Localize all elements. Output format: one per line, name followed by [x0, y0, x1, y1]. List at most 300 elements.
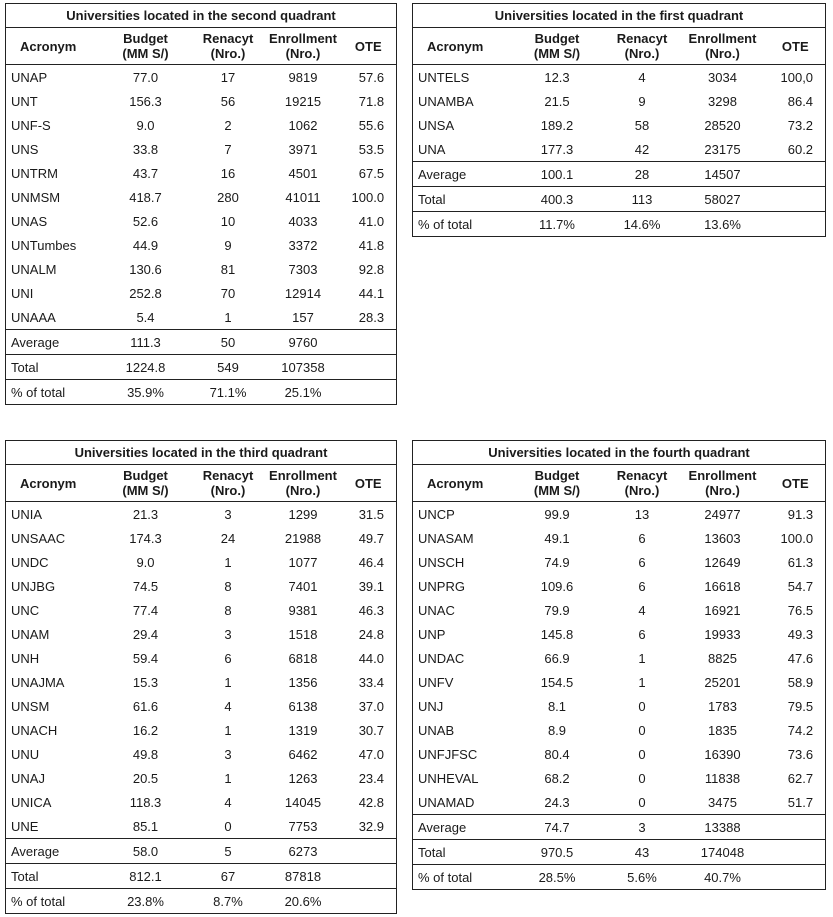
acronym-cell: UNTumbes	[11, 237, 77, 253]
renacyt-cell: 5	[191, 839, 266, 864]
ote-cell: 39.1	[358, 578, 384, 594]
renacyt-cell: 4	[224, 698, 232, 714]
renacyt-header: Renacyt (Nro.)	[191, 28, 266, 65]
budget-cell: 154.5	[540, 674, 574, 690]
acronym-cell: UNAM	[11, 626, 50, 642]
renacyt-cell: 10	[220, 213, 236, 229]
header-row	[6, 465, 397, 502]
budget-cell: 68.2	[544, 770, 570, 786]
table-row	[6, 670, 397, 694]
table-row	[413, 622, 826, 646]
enrollment-cell: 1319	[288, 722, 318, 738]
table-row	[413, 574, 826, 598]
ote-cell: 49.7	[358, 530, 384, 546]
ote-cell	[341, 380, 397, 405]
ote-cell: 100,0	[780, 69, 814, 85]
enrollment-cell: 25201	[704, 674, 741, 690]
budget-cell: 5.4	[136, 309, 155, 325]
table-row	[413, 137, 826, 162]
renacyt-cell: 9	[224, 237, 232, 253]
ote-cell: 61.3	[787, 554, 814, 570]
acronym-cell: UNSAAC	[11, 530, 66, 546]
enrollment-cell: 19215	[284, 93, 322, 109]
budget-cell: 8.1	[547, 698, 567, 714]
table-row	[6, 281, 397, 305]
budget-cell: 66.9	[544, 650, 570, 666]
enrollment-cell: 9819	[288, 69, 318, 85]
table-row	[6, 550, 397, 574]
ote-header: OTE	[341, 28, 397, 65]
table-row	[413, 718, 826, 742]
renacyt-cell: 43	[605, 840, 680, 865]
budget-cell: 80.4	[544, 746, 570, 762]
enrollment-cell: 13388	[680, 815, 766, 840]
budget-cell: 400.3	[510, 187, 605, 212]
renacyt-cell: 58	[634, 117, 650, 133]
budget-cell: 812.1	[101, 864, 191, 889]
table-row	[413, 742, 826, 766]
renacyt-cell: 0	[638, 746, 646, 762]
ote-cell	[766, 865, 826, 890]
acronym-cell: UNT	[11, 93, 38, 109]
enrollment-cell: 3298	[708, 93, 737, 109]
ote-header: OTE	[341, 465, 397, 502]
table-row	[6, 257, 397, 281]
acronym-cell: UNAS	[11, 213, 48, 229]
total-row	[413, 187, 826, 212]
renacyt-cell: 71.1%	[191, 380, 266, 405]
budget-cell: 145.8	[540, 626, 574, 642]
table-row	[6, 646, 397, 670]
ote-cell: 41.8	[358, 237, 385, 253]
table-title: Universities located in the fourth quadrant	[413, 441, 826, 465]
table-row	[6, 161, 397, 185]
acronym-cell: UNDAC	[418, 650, 465, 666]
acronym-cell: UNAMAD	[418, 794, 475, 810]
enrollment-cell: 28520	[704, 117, 741, 133]
renacyt-cell: 8.7%	[191, 889, 266, 914]
budget-cell: 28.5%	[510, 865, 605, 890]
table-row	[413, 790, 826, 815]
renacyt-cell: 6	[638, 554, 646, 570]
budget-cell: 21.5	[544, 93, 570, 109]
ote-cell: 67.5	[358, 165, 385, 181]
budget-cell: 85.1	[132, 818, 159, 834]
budget-cell: 1224.8	[101, 355, 191, 380]
ote-cell: 28.3	[358, 309, 385, 325]
enrollment-cell: 174048	[680, 840, 766, 865]
budget-cell: 252.8	[129, 285, 162, 301]
renacyt-cell: 0	[638, 794, 646, 810]
ote-cell	[766, 187, 826, 212]
enrollment-cell: 1062	[288, 117, 318, 133]
enrollment-cell: 1835	[708, 722, 737, 738]
renacyt-cell: 16	[220, 165, 236, 181]
table-row	[413, 646, 826, 670]
renacyt-cell: 3	[605, 815, 680, 840]
table-row	[6, 766, 397, 790]
enrollment-cell: 16921	[704, 602, 741, 618]
enrollment-cell: 14507	[680, 162, 766, 187]
acronym-cell: % of total	[6, 380, 101, 405]
table-row	[6, 305, 397, 330]
table-row	[6, 209, 397, 233]
acronym-cell: UNJ	[418, 698, 444, 714]
ote-cell	[341, 839, 397, 864]
ote-cell: 73.2	[787, 117, 814, 133]
budget-cell: 24.3	[544, 794, 570, 810]
table-row	[413, 670, 826, 694]
renacyt-cell: 0	[224, 818, 232, 834]
acronym-cell: UNAMBA	[418, 93, 474, 109]
budget-cell: 130.6	[129, 261, 162, 277]
table-row	[6, 598, 397, 622]
acronym-cell: UNAC	[418, 602, 455, 618]
budget-cell: 109.6	[540, 578, 574, 594]
renacyt-cell: 1	[224, 309, 232, 325]
table-row	[413, 766, 826, 790]
renacyt-cell: 3	[224, 746, 232, 762]
budget-cell: 77.4	[132, 602, 159, 618]
enrollment-cell: 13.6%	[680, 212, 766, 237]
average-row	[413, 162, 826, 187]
ote-cell: 100.0	[351, 189, 385, 205]
table-row	[6, 526, 397, 550]
table-row	[413, 89, 826, 113]
enrollment-cell: 4033	[288, 213, 318, 229]
table-row	[6, 137, 397, 161]
renacyt-cell: 6	[638, 578, 646, 594]
acronym-cell: UNFJFSC	[418, 746, 478, 762]
acronym-cell: UNS	[11, 141, 39, 157]
renacyt-cell: 13	[634, 506, 650, 522]
acronym-cell: UNICA	[11, 794, 52, 810]
acronym-cell: UNE	[11, 818, 39, 834]
ote-cell: 32.9	[358, 818, 384, 834]
renacyt-cell: 0	[638, 770, 646, 786]
table-row	[6, 742, 397, 766]
budget-cell: 33.8	[132, 141, 159, 157]
total-row	[6, 355, 397, 380]
first-quadrant-table	[412, 3, 826, 237]
budget-header: Budget (MM S/)	[101, 28, 191, 65]
acronym-header: Acronym	[6, 28, 101, 65]
enrollment-cell: 6138	[288, 698, 318, 714]
renacyt-cell: 6	[224, 650, 232, 666]
enrollment-cell: 21988	[284, 530, 322, 546]
enrollment-cell: 3034	[708, 69, 737, 85]
renacyt-cell: 280	[217, 189, 239, 205]
ote-cell: 55.6	[358, 117, 385, 133]
acronym-header: Acronym	[6, 465, 101, 502]
ote-cell	[766, 840, 826, 865]
budget-cell: 16.2	[132, 722, 159, 738]
ote-cell: 76.5	[787, 602, 814, 618]
acronym-cell: Total	[6, 864, 101, 889]
renacyt-cell: 5.6%	[605, 865, 680, 890]
budget-cell: 43.7	[132, 165, 159, 181]
acronym-cell: Total	[6, 355, 101, 380]
enrollment-cell: 9760	[266, 330, 341, 355]
third-quadrant-table	[5, 440, 397, 914]
ote-cell: 62.7	[787, 770, 814, 786]
ote-cell: 91.3	[787, 506, 814, 522]
enrollment-cell: 107358	[266, 355, 341, 380]
acronym-cell: UNAP	[11, 69, 48, 85]
enrollment-cell: 1263	[288, 770, 318, 786]
renacyt-cell: 2	[224, 117, 232, 133]
budget-cell: 59.4	[132, 650, 159, 666]
ote-cell: 33.4	[358, 674, 384, 690]
renacyt-header: Renacyt (Nro.)	[605, 465, 680, 502]
renacyt-cell: 113	[605, 187, 680, 212]
renacyt-header: Renacyt (Nro.)	[605, 28, 680, 65]
budget-cell: 35.9%	[101, 380, 191, 405]
renacyt-cell: 3	[224, 506, 232, 522]
acronym-cell: UNPRG	[418, 578, 465, 594]
acronym-cell: Total	[413, 840, 510, 865]
budget-cell: 49.1	[544, 530, 570, 546]
budget-cell: 44.9	[132, 237, 159, 253]
enrollment-cell: 13603	[704, 530, 741, 546]
total-row	[6, 864, 397, 889]
acronym-cell: UNAB	[418, 722, 455, 738]
enrollment-cell: 7303	[288, 261, 318, 277]
enrollment-cell: 9381	[288, 602, 318, 618]
header-row	[6, 28, 397, 65]
ote-cell	[341, 864, 397, 889]
acronym-cell: UNTELS	[418, 69, 470, 85]
budget-cell: 77.0	[132, 69, 159, 85]
renacyt-cell: 4	[224, 794, 232, 810]
renacyt-header: Renacyt (Nro.)	[191, 465, 266, 502]
table-title: Universities located in the second quadrant	[6, 4, 397, 28]
renacyt-cell: 4	[638, 602, 646, 618]
acronym-cell: UNAJ	[11, 770, 45, 786]
enrollment-cell: 11838	[704, 770, 741, 786]
budget-cell: 174.3	[129, 530, 162, 546]
acronym-cell: UNSM	[11, 698, 50, 714]
budget-cell: 189.2	[540, 117, 574, 133]
acronym-cell: Total	[413, 187, 510, 212]
enrollment-cell: 1783	[708, 698, 737, 714]
budget-cell: 9.0	[136, 117, 155, 133]
ote-cell	[766, 162, 826, 187]
acronym-cell: Average	[6, 330, 101, 355]
budget-cell: 61.6	[132, 698, 159, 714]
budget-cell: 74.9	[544, 554, 570, 570]
renacyt-cell: 6	[638, 626, 646, 642]
ote-cell: 92.8	[358, 261, 385, 277]
renacyt-cell: 1	[224, 554, 232, 570]
budget-header: Budget (MM S/)	[101, 465, 191, 502]
acronym-cell: Average	[6, 839, 101, 864]
table-row	[6, 233, 397, 257]
renacyt-cell: 70	[220, 285, 236, 301]
budget-cell: 52.6	[132, 213, 159, 229]
ote-cell: 71.8	[358, 93, 385, 109]
acronym-cell: UNF-S	[11, 117, 51, 133]
acronym-cell: % of total	[413, 865, 510, 890]
budget-cell: 970.5	[510, 840, 605, 865]
budget-cell: 12.3	[544, 69, 570, 85]
enrollment-cell: 40.7%	[680, 865, 766, 890]
header-row	[413, 465, 826, 502]
enrollment-header: Enrollment (Nro.)	[680, 28, 766, 65]
table-row	[6, 65, 397, 90]
enrollment-cell: 23175	[704, 141, 741, 157]
acronym-cell: UNIA	[11, 506, 43, 522]
acronym-header: Acronym	[413, 28, 510, 65]
enrollment-cell: 41011	[285, 189, 321, 205]
acronym-cell: UNACH	[11, 722, 58, 738]
budget-cell: 79.9	[544, 602, 570, 618]
enrollment-cell: 1299	[288, 506, 318, 522]
ote-cell	[341, 330, 397, 355]
renacyt-cell: 4	[638, 69, 646, 85]
enrollment-cell: 157	[292, 309, 314, 325]
budget-header: Budget (MM S/)	[510, 28, 605, 65]
ote-cell: 51.7	[787, 794, 814, 810]
enrollment-cell: 14045	[284, 794, 322, 810]
enrollment-cell: 1356	[288, 674, 318, 690]
table-title: Universities located in the first quadrant	[413, 4, 826, 28]
acronym-cell: Average	[413, 162, 510, 187]
ote-cell: 74.2	[787, 722, 814, 738]
acronym-cell: Average	[413, 815, 510, 840]
table-row	[6, 113, 397, 137]
acronym-cell: UNI	[11, 285, 34, 301]
percent-of-total-row	[6, 889, 397, 914]
enrollment-cell: 58027	[680, 187, 766, 212]
renacyt-cell: 24	[220, 530, 236, 546]
ote-cell: 53.5	[358, 141, 385, 157]
enrollment-cell: 87818	[266, 864, 341, 889]
acronym-cell: % of total	[413, 212, 510, 237]
acronym-cell: UNCP	[418, 506, 455, 522]
table-row	[6, 718, 397, 742]
ote-cell: 46.3	[358, 602, 384, 618]
acronym-cell: UNU	[11, 746, 40, 762]
ote-cell: 54.7	[787, 578, 814, 594]
renacyt-cell: 8	[224, 578, 232, 594]
ote-cell	[341, 889, 397, 914]
table-row	[6, 185, 397, 209]
budget-cell: 74.5	[132, 578, 159, 594]
table-row	[6, 790, 397, 814]
average-row	[6, 330, 397, 355]
budget-cell: 15.3	[132, 674, 159, 690]
renacyt-cell: 0	[638, 722, 646, 738]
enrollment-cell: 7753	[288, 818, 318, 834]
budget-cell: 49.8	[132, 746, 159, 762]
ote-cell: 49.3	[787, 626, 814, 642]
enrollment-cell: 1077	[288, 554, 318, 570]
renacyt-cell: 6	[638, 530, 646, 546]
table-row	[413, 113, 826, 137]
budget-cell: 177.3	[540, 141, 574, 157]
table-row	[413, 694, 826, 718]
budget-cell: 111.3	[101, 330, 191, 355]
budget-cell: 8.9	[547, 722, 567, 738]
table-title: Universities located in the third quadrant	[6, 441, 397, 465]
enrollment-cell: 3971	[288, 141, 318, 157]
table-row	[6, 814, 397, 839]
percent-of-total-row	[6, 380, 397, 405]
ote-cell: 58.9	[787, 674, 814, 690]
ote-cell: 41.0	[358, 213, 385, 229]
acronym-cell: UNAAA	[11, 309, 56, 325]
average-row	[413, 815, 826, 840]
acronym-cell: UNC	[11, 602, 40, 618]
budget-cell: 74.7	[510, 815, 605, 840]
renacyt-cell: 3	[224, 626, 232, 642]
ote-cell: 37.0	[358, 698, 384, 714]
enrollment-cell: 3475	[708, 794, 737, 810]
renacyt-cell: 1	[224, 770, 232, 786]
acronym-cell: UNASAM	[418, 530, 474, 546]
ote-cell: 47.6	[787, 650, 814, 666]
enrollment-cell: 6273	[266, 839, 341, 864]
enrollment-cell: 16618	[704, 578, 741, 594]
acronym-cell: UNMSM	[11, 189, 61, 205]
enrollment-cell: 12649	[704, 554, 741, 570]
ote-cell: 57.6	[358, 69, 385, 85]
table-row	[6, 502, 397, 527]
acronym-cell: UNHEVAL	[418, 770, 479, 786]
enrollment-cell: 24977	[704, 506, 741, 522]
enrollment-cell: 12914	[284, 285, 322, 301]
acronym-cell: UNSCH	[418, 554, 465, 570]
renacyt-cell: 1	[638, 674, 646, 690]
renacyt-cell: 1	[224, 674, 232, 690]
ote-cell: 42.8	[358, 794, 384, 810]
table-row	[6, 574, 397, 598]
renacyt-cell: 1	[224, 722, 232, 738]
renacyt-cell: 8	[224, 602, 232, 618]
ote-cell: 44.0	[358, 650, 384, 666]
second-quadrant-table	[5, 3, 397, 405]
budget-cell: 418.7	[129, 189, 162, 205]
acronym-cell: UNA	[418, 141, 446, 157]
budget-cell: 99.9	[544, 506, 570, 522]
ote-cell: 24.8	[358, 626, 384, 642]
ote-header: OTE	[766, 465, 826, 502]
ote-cell: 100.0	[780, 530, 814, 546]
budget-cell: 21.3	[132, 506, 159, 522]
enrollment-cell: 7401	[288, 578, 318, 594]
enrollment-cell: 6818	[288, 650, 318, 666]
enrollment-header: Enrollment (Nro.)	[266, 28, 341, 65]
renacyt-cell: 42	[634, 141, 650, 157]
table-row	[413, 526, 826, 550]
acronym-cell: % of total	[6, 889, 101, 914]
renacyt-cell: 17	[220, 69, 236, 85]
percent-of-total-row	[413, 865, 826, 890]
acronym-cell: UNTRM	[11, 165, 58, 181]
budget-cell: 9.0	[136, 554, 155, 570]
renacyt-cell: 67	[191, 864, 266, 889]
ote-cell: 44.1	[358, 285, 385, 301]
table-row	[6, 694, 397, 718]
enrollment-cell: 4501	[288, 165, 318, 181]
table-row	[6, 622, 397, 646]
budget-cell: 58.0	[101, 839, 191, 864]
renacyt-cell: 81	[220, 261, 236, 277]
budget-cell: 100.1	[510, 162, 605, 187]
acronym-cell: UNJBG	[11, 578, 56, 594]
budget-cell: 29.4	[132, 626, 159, 642]
